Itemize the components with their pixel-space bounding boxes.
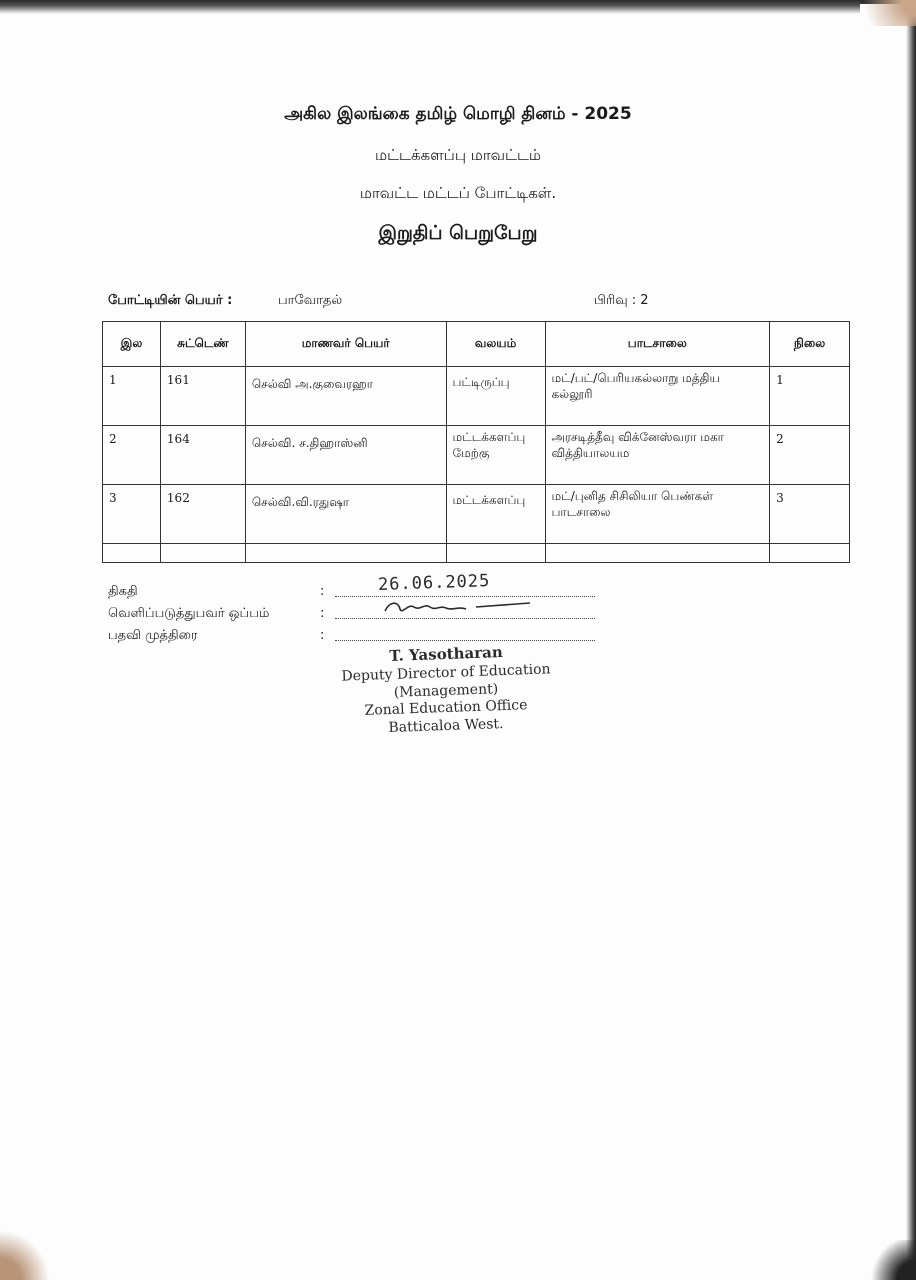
date-colon: : (320, 584, 325, 599)
page-title: அகில இலங்கை தமிழ் மொழி தினம் - 2025 (284, 104, 632, 124)
cell-no: 2 (103, 426, 161, 485)
header-no: இல (103, 322, 161, 367)
cell-school: மட்/பட்/பெரியகல்லாறு மத்திய கல்லூரி (545, 367, 770, 426)
cell-student-name: செல்வி அ.குவைரஹா (245, 367, 446, 426)
district-subtitle: மட்டக்களப்பு மாவட்டம் (375, 146, 541, 164)
handwritten-signature (380, 597, 540, 619)
cell-rank: 2 (770, 426, 850, 485)
cell-zone: பட்டிருப்பு (446, 367, 545, 426)
cell-school: அரசடித்தீவு விக்னேஸ்வரா மகா வித்தியாலயம (545, 426, 770, 485)
scan-corner-bottom-right (866, 1240, 916, 1280)
header-student-name: மாணவர் பெயர் (245, 322, 446, 367)
header-school: பாடசாலை (545, 322, 770, 367)
stamp-designation: Deputy Director of Education (341, 661, 551, 685)
header-zone: வலயம் (446, 322, 545, 367)
cell-no: 3 (103, 485, 161, 544)
competition-name-value: பாவோதல் (278, 293, 343, 308)
signature-colon: : (320, 606, 325, 621)
table-header-row (103, 322, 850, 367)
cell-school: மட்/புனித சிசிலியா பெண்கள் பாடசாலை (545, 485, 770, 544)
cell-index: 162 (160, 485, 245, 544)
competition-level-subtitle: மாவட்ட மட்டப் போட்டிகள். (359, 184, 557, 202)
cell-index: 161 (160, 367, 245, 426)
header-rank: நிலை (770, 322, 850, 367)
cell-student-name: செல்வி.வி.ரதுஷா (245, 485, 446, 544)
cell-rank: 1 (770, 367, 850, 426)
stamp-office: Zonal Education Office (364, 697, 528, 719)
stamp-location: Batticaloa West. (388, 715, 504, 737)
cell-zone: மட்டக்களப்பு மேற்கு (446, 426, 545, 485)
handwritten-date: 26.06.2025 (377, 571, 491, 595)
table-row (103, 485, 850, 544)
stamp-officer-name: T. Yasotharan (388, 643, 504, 665)
scan-top-shadow (0, 0, 860, 14)
competition-name-label: போட்டியின் பெயர் : (108, 293, 233, 308)
cell-rank: 3 (770, 485, 850, 544)
results-table (102, 321, 850, 563)
cell-student-name: செல்வி. ச.திஹாஸ்னி (245, 426, 446, 485)
header-index: சுட்டெண் (160, 322, 245, 367)
signature-label: வெளிப்படுத்துபவர் ஒப்பம் (108, 606, 270, 621)
scan-corner-bottom-left (0, 1230, 50, 1280)
stamp-section: (Management) (393, 681, 499, 701)
date-label: திகதி (108, 584, 138, 599)
final-results-heading: இறுதிப் பெறுபேறு (378, 222, 538, 244)
cell-no: 1 (103, 367, 161, 426)
cell-zone: மட்டக்களப்பு (446, 485, 545, 544)
table-row-empty (103, 544, 850, 563)
table-row (103, 367, 850, 426)
scan-corner-top-right (846, 0, 916, 26)
seal-colon: : (320, 628, 325, 643)
seal-dotted-line (335, 628, 595, 641)
table-row (103, 426, 850, 485)
cell-index: 164 (160, 426, 245, 485)
seal-label: பதவி முத்திரை (108, 628, 198, 643)
division-label: பிரிவு : 2 (594, 293, 649, 308)
